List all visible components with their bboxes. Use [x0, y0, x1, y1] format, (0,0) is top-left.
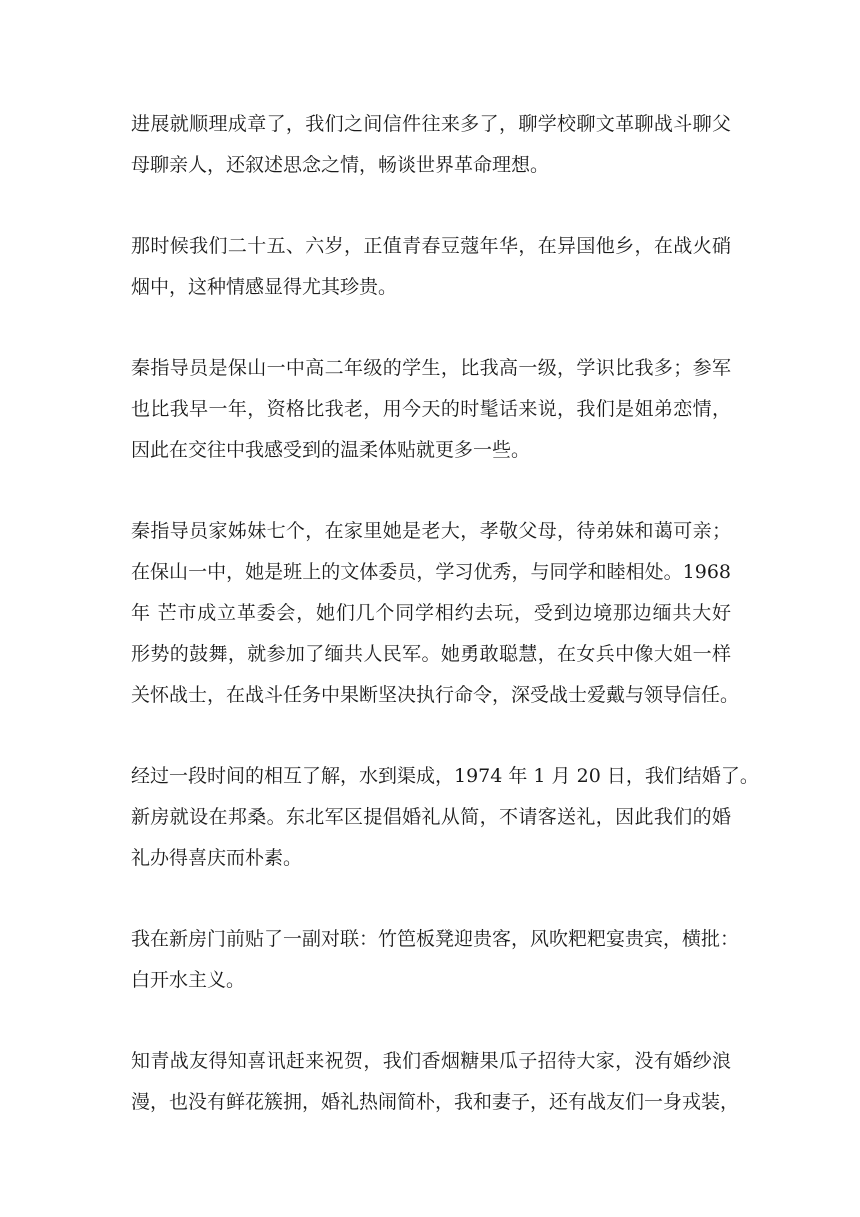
text-line: 关怀战士，在战斗任务中果断坚决执行命令，深受战士爱戴与领导信任。: [131, 684, 740, 706]
paragraph-2: [131, 226, 731, 308]
text-line: 烟中，这种情感显得尤其珍贵。: [131, 276, 398, 298]
text-line: 也比我早一年，资格比我老，用今天的时髦话来说，我们是姐弟恋情，: [131, 398, 731, 420]
text-line: 年 芒市成立革委会，她们几个同学相约去玩，受到边境那边缅共大好: [131, 602, 731, 624]
paragraph-1: [131, 104, 731, 186]
text-line: 白开水主义。: [131, 969, 246, 991]
text-line: 我在新房门前贴了一副对联：竹笆板凳迎贵客，风吹粑粑宴贵宾，横批：: [131, 928, 740, 950]
text-line: 因此在交往中我感受到的温柔体贴就更多一些。: [131, 439, 531, 461]
text-line: 礼办得喜庆而朴素。: [131, 847, 303, 869]
text-line: 秦指导员是保山一中高二年级的学生，比我高一级，学识比我多；参军: [131, 357, 731, 379]
paragraph-4: [131, 511, 740, 716]
document-body: [131, 104, 759, 1163]
paragraph-5: [131, 756, 759, 879]
text-line: 那时候我们二十五、六岁，正值青春豆蔻年华，在异国他乡，在战火硝: [131, 235, 731, 257]
paragraph-6: [131, 919, 740, 1001]
text-line: 新房就设在邦桑。东北军区提倡婚礼从简，不请客送礼，因此我们的婚: [131, 806, 731, 828]
text-line: 母聊亲人，还叙述思念之情，畅谈世界革命理想。: [131, 154, 550, 176]
text-line: 漫，也没有鲜花簇拥，婚礼热闹简朴，我和妻子，还有战友们一身戎装，: [131, 1091, 740, 1113]
paragraph-7: [131, 1041, 740, 1123]
text-line: 经过一段时间的相互了解，水到渠成，1974 年 1 月 20 日，我们结婚了。: [131, 765, 759, 787]
text-line: 进展就顺理成章了，我们之间信件往来多了，聊学校聊文革聊战斗聊父: [131, 113, 731, 135]
text-line: 在保山一中，她是班上的文体委员，学习优秀，与同学和睦相处。1968: [131, 561, 731, 583]
text-line: 秦指导员家姊妹七个，在家里她是老大，孝敬父母，待弟妹和蔼可亲；: [131, 520, 731, 542]
text-line: 知青战友得知喜讯赶来祝贺，我们香烟糖果瓜子招待大家，没有婚纱浪: [131, 1050, 731, 1072]
paragraph-3: [131, 348, 731, 471]
text-line: 形势的鼓舞，就参加了缅共人民军。她勇敢聪慧，在女兵中像大姐一样: [131, 643, 731, 665]
